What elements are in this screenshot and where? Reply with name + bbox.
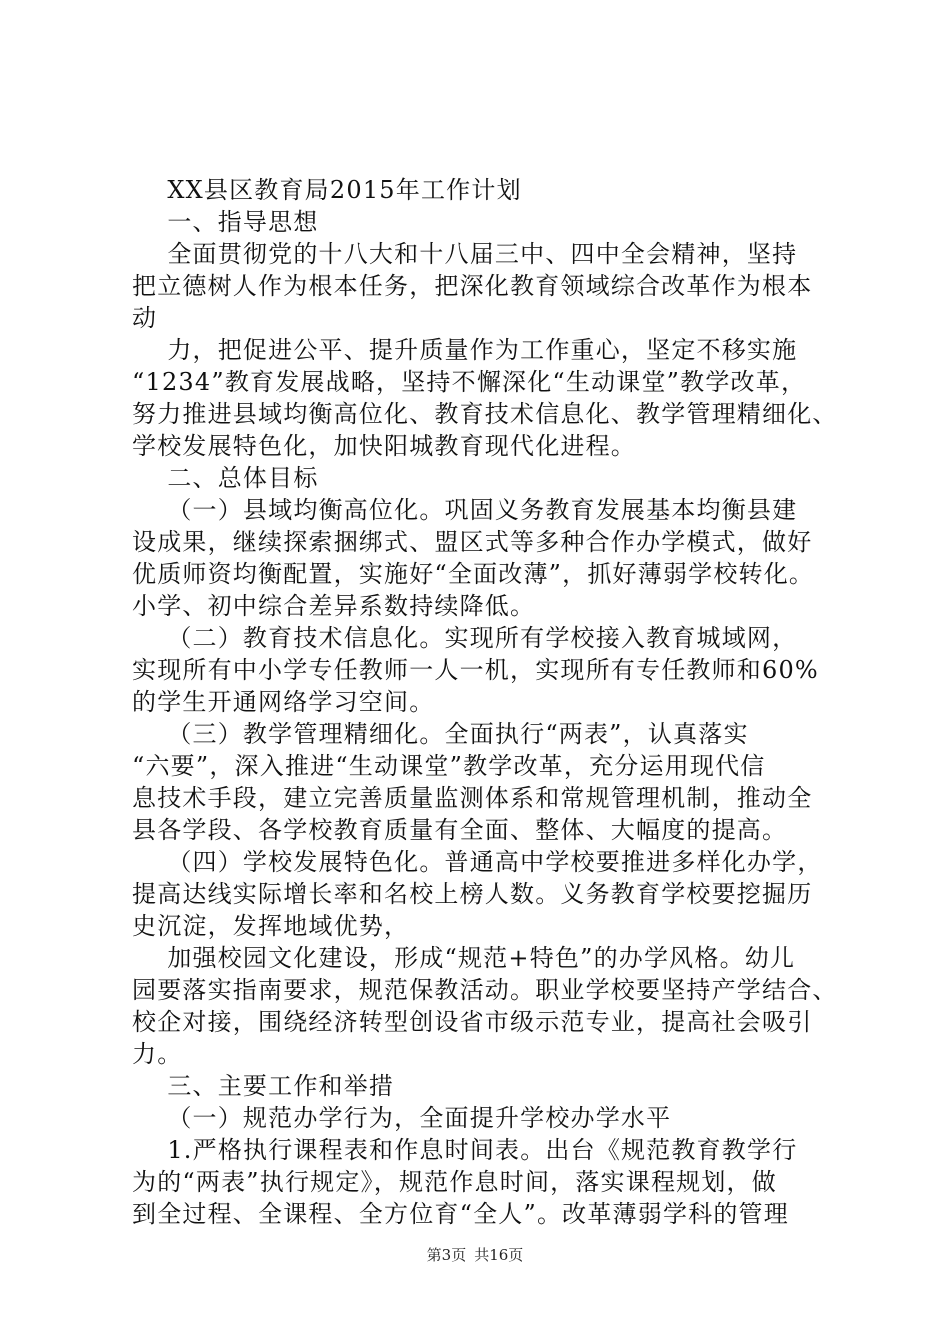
text-line: 小学、初中综合差异系数持续降低。 bbox=[132, 592, 536, 620]
text-line: XX县区教育局2015年工作计划 bbox=[132, 176, 522, 204]
text-line: 史沉淀，发挥地域优势， bbox=[132, 912, 410, 940]
text-line: 优质师资均衡配置，实施好“全面改薄”，抓好薄弱学校转化。 bbox=[132, 560, 815, 588]
text-line: 力。 bbox=[132, 1040, 183, 1068]
text-line: 实现所有中小学专任教师一人一机，实现所有专任教师和60% bbox=[132, 656, 819, 684]
text-line: （二）教育技术信息化。实现所有学校接入教育城域网， bbox=[132, 624, 798, 652]
document-body bbox=[132, 174, 837, 1230]
text-line: 一、指导思想 bbox=[132, 208, 319, 236]
text-line: 动 bbox=[132, 304, 158, 332]
text-line: 校企对接，围绕经济转型创设省市级示范专业，提高社会吸引 bbox=[132, 1008, 813, 1036]
text-line: 三、主要工作和举措 bbox=[132, 1072, 395, 1100]
page-footer bbox=[0, 1244, 950, 1265]
text-line: 息技术手段，建立完善质量监测体系和常规管理机制，推动全 bbox=[132, 784, 813, 812]
text-line: 力，把促进公平、提升质量作为工作重心，坚定不移实施 bbox=[132, 336, 798, 364]
page-number: 第3页 bbox=[426, 1246, 467, 1264]
page-total: 共16页 bbox=[474, 1246, 524, 1264]
text-line: 园要落实指南要求，规范保教活动。职业学校要坚持产学结合、 bbox=[132, 976, 838, 1004]
text-line: （一）规范办学行为，全面提升学校办学水平 bbox=[132, 1104, 672, 1132]
text-line: 全面贯彻党的十八大和十八届三中、四中全会精神，坚持 bbox=[132, 240, 798, 268]
text-line: 提高达线实际增长率和名校上榜人数。义务教育学校要挖掘历 bbox=[132, 880, 813, 908]
text-line: （四）学校发展特色化。普通高中学校要推进多样化办学， bbox=[132, 848, 823, 876]
text-line: 加强校园文化建设，形成“规范+特色”的办学风格。幼儿 bbox=[132, 944, 796, 972]
text-line: “1234”教育发展战略，坚持不懈深化“生动课堂”教学改革， bbox=[132, 368, 807, 396]
text-line: 为的“两表”执行规定》，规范作息时间，落实课程规划，做 bbox=[132, 1168, 777, 1196]
text-line: 努力推进县域均衡高位化、教育技术信息化、教学管理精细化、 bbox=[132, 400, 838, 428]
text-line: （一）县域均衡高位化。巩固义务教育发展基本均衡县建 bbox=[132, 496, 798, 524]
text-line: 学校发展特色化，加快阳城教育现代化进程。 bbox=[132, 432, 636, 460]
text-line: 1.严格执行课程表和作息时间表。出台《规范教育教学行 bbox=[132, 1136, 798, 1164]
text-line: （三）教学管理精细化。全面执行“两表”，认真落实 bbox=[132, 720, 749, 748]
text-line: “六要”，深入推进“生动课堂”教学改革，充分运用现代信 bbox=[132, 752, 766, 780]
text-line: 县各学段、各学校教育质量有全面、整体、大幅度的提高。 bbox=[132, 816, 788, 844]
text-line: 到全过程、全课程、全方位育“全人”。改革薄弱学科的管理 bbox=[132, 1200, 789, 1228]
text-line: 设成果，继续探索捆绑式、盟区式等多种合作办学模式，做好 bbox=[132, 528, 813, 556]
text-line: 二、总体目标 bbox=[132, 464, 319, 492]
text-line: 的学生开通网络学习空间。 bbox=[132, 688, 435, 716]
text-line: 把立德树人作为根本任务，把深化教育领域综合改革作为根本 bbox=[132, 272, 813, 300]
